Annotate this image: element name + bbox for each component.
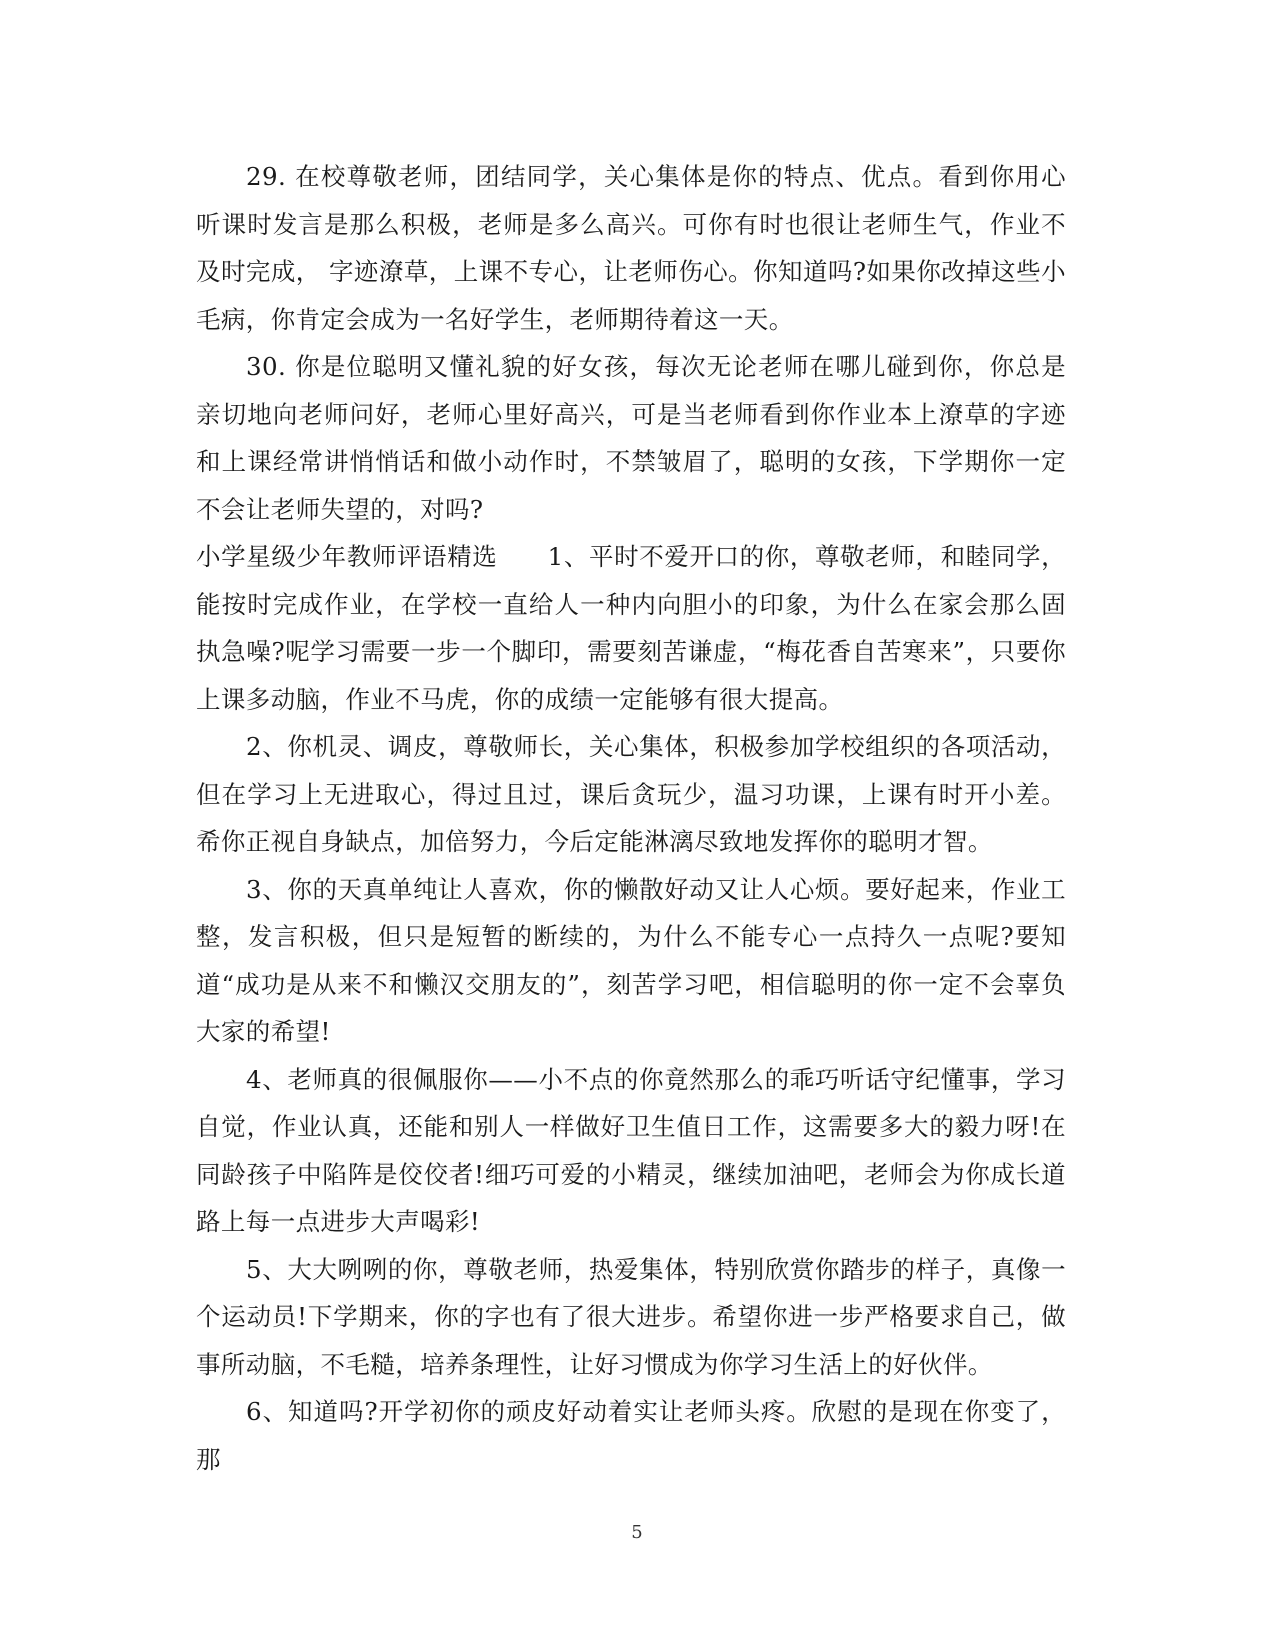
- paragraph-4: 4、老师真的很佩服你——小不点的你竟然那么的乖巧听话守纪懂事，学习自觉，作业认真，还能和别人一样做好卫生值日工作，这需要多大的毅力呀!在同龄孩子中陷阵是佼佼者!细巧可爱的小精灵，继续加油吧，老师会为你成长道路上每一点进步大声喝彩!: [196, 1064, 1066, 1236]
- paragraph-2: 2、你机灵、调皮，尊敬师长，关心集体，积极参加学校组织的各项活动，但在学习上无进取心，得过且过，课后贪玩少，温习功课，上课有时开小差。希你正视自身缺点，加倍努力，今后定能淋漓尽致地发挥你的聪明才智。: [196, 732, 1066, 856]
- paragraph-section-1: 小学星级少年教师评语精选 1、平时不爱开口的你，尊敬老师，和睦同学，能按时完成作业，在学校一直给人一种内向胆小的印象，为什么在家会那么固执急噪?呢学习需要一步一个脚印，需要刻苦谦虚，“梅花香自苦寒来”，只要你上课多动脑，作业不马虎，你的成绩一定能够有很大提高。: [196, 542, 1066, 714]
- paragraph-30: 30. 你是位聪明又懂礼貌的好女孩，每次无论老师在哪儿碰到你，你总是亲切地向老师问好，老师心里好高兴，可是当老师看到你作业本上潦草的字迹和上课经常讲悄悄话和做小动作时，不禁皱眉了，聪明的女孩，下学期你一定不会让老师失望的，对吗?: [196, 352, 1066, 524]
- paragraph-3: 3、你的天真单纯让人喜欢，你的懒散好动又让人心烦。要好起来，作业工整，发言积极，但只是短暂的断续的，为什么不能专心一点持久一点呢?要知道“成功是从来不和懒汉交朋友的”，刻苦学习吧，相信聪明的你一定不会辜负大家的希望!: [196, 874, 1066, 1046]
- page-number: 5: [631, 1522, 643, 1543]
- document-body: [196, 153, 1066, 1483]
- paragraph-5: 5、大大咧咧的你，尊敬老师，热爱集体，特别欣赏你踏步的样子，真像一个运动员!下学期来，你的字也有了很大进步。希望你进一步严格要求自己，做事所动脑，不毛糙，培养条理性，让好习惯成为你学习生活上的好伙伴。: [196, 1254, 1066, 1379]
- paragraph-6: 6、知道吗?开学初你的顽皮好动着实让老师头疼。欣慰的是现在你变了，那: [196, 1397, 1066, 1474]
- paragraph-29: 29. 在校尊敬老师，团结同学，关心集体是你的特点、优点。看到你用心听课时发言是那么积极，老师是多么高兴。可你有时也很让老师生气，作业不及时完成， 字迹潦草，上课不专心，让老师伤心。你知道吗?如果你改掉这些小毛病，你肯定会成为一名好学生，老师期待着这一天。: [196, 162, 1066, 334]
